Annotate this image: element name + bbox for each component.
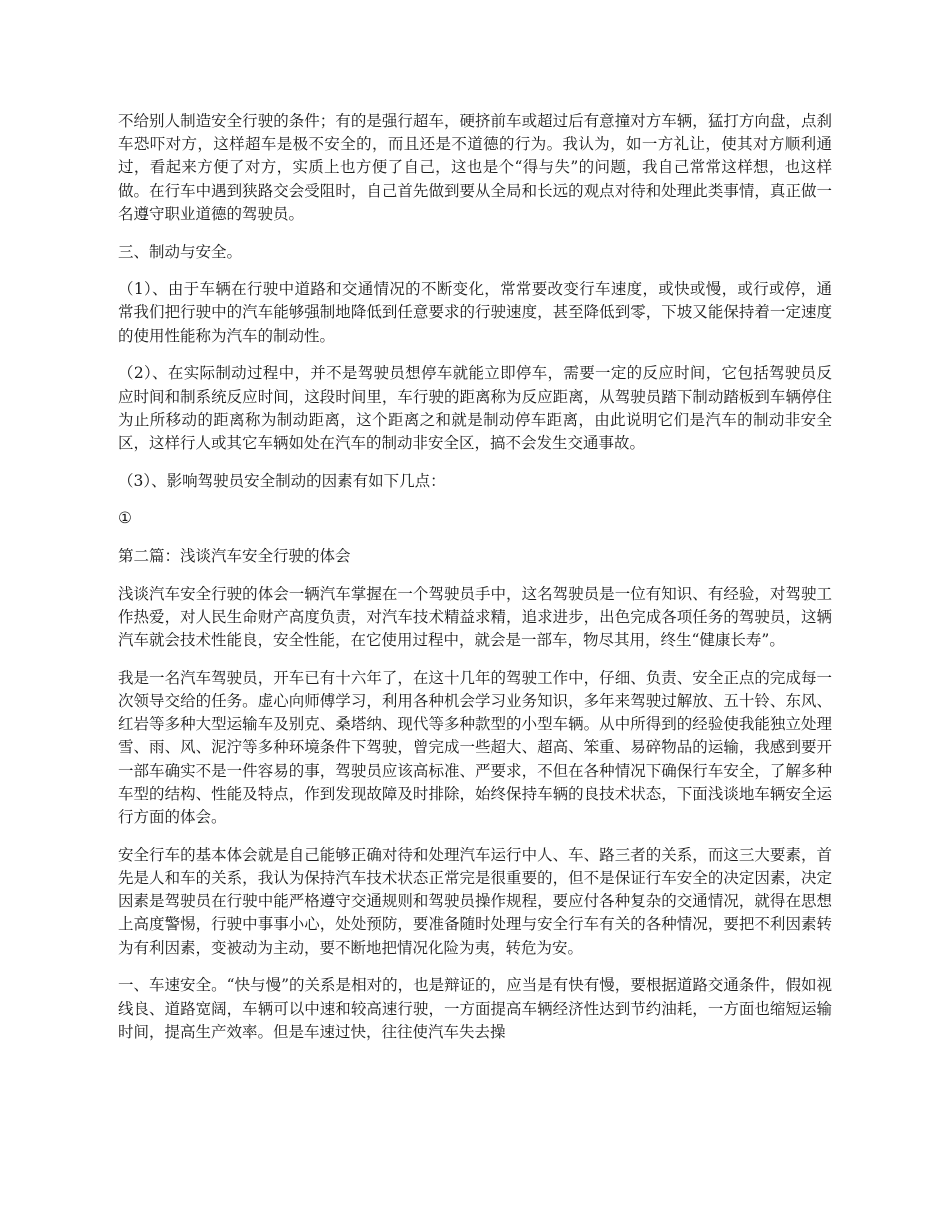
article-title: 第二篇：浅谈汽车安全行驶的体会 bbox=[118, 547, 351, 566]
paragraph: 一、车速安全。“快与慢”的关系是相对的，也是辩证的，应当是有快有慢，要根据道路交通条件，假如视线良、道路宽阔，车辆可以中速和较高速行驶，一方面提高车辆经济性达到节约油耗，一方面也缩短运输时间，提高生产效率。但是车速过快，往往使汽车失去操 bbox=[118, 976, 832, 1041]
section-heading: 三、制动与安全。 bbox=[118, 242, 243, 261]
paragraph: 不给别人制造安全行驶的条件；有的是强行超车，硬挤前车或超过后有意撞对方车辆，猛打方向盘，点刹车恐吓对方，这样超车是极不安全的，而且还是不道德的行为。我认为，如一方礼让，使其对方顺利通过，看起来方便了对方，实质上也方便了自己，这也是个“得与失”的问题，我自己常常这样想，也这样做。在行车中遇到狭路交会受阻时，自己首先做到要从全局和长远的观点对待和处理此类事情，真正做一名遵守职业道德的驾驶员。 bbox=[118, 112, 832, 223]
paragraph: 浅谈汽车安全行驶的体会一辆汽车掌握在一个驾驶员手中，这名驾驶员是一位有知识、有经验，对驾驶工作热爱，对人民生命财产高度负责，对汽车技术精益求精，追求进步，出色完成各项任务的驾驶员，这辆汽车就会技术性能良，安全性能，在它使用过程中，就会是一部车，物尽其用，终生“健康长寿”。 bbox=[118, 584, 832, 650]
paragraph: 我是一名汽车驾驶员，开车已有十六年了，在这十几年的驾驶工作中，仔细、负责、安全正点的完成每一次领导交给的任务。虚心向师傅学习，利用各种机会学习业务知识，多年来驾驶过解放、五十铃、东风、红岩等多种大型运输车及别克、桑塔纳、现代等多种款型的小型车辆。从中所得到的经验使我能独立处理雪、雨、风、泥泞等多种环境条件下驾驶，曾完成一些超大、超高、笨重、易碎物品的运输，我感到要开一部车确实不是一件容易的事，驾驶员应该高标准、严要求，不但在各种情况下确保行车安全，了解多种车型的结构、性能及特点，作到发现故障及时排除，始终保持车辆的良技术状态，下面浅谈地车辆安全运行方面的体会。 bbox=[118, 668, 832, 827]
list-marker: ① bbox=[118, 509, 132, 528]
document-body bbox=[118, 110, 832, 1058]
paragraph: （2）、在实际制动过程中，并不是驾驶员想停车就能立即停车，需要一定的反应时间，它包括驾驶员反应时间和制系统反应时间，这段时间里，车行驶的距离称为反应距离，从驾驶员踏下制动踏板到车辆停住为止所移动的距离称为制动距离，这个距离之和就是制动停车距离，由此说明它们是汽车的制动非安全区，这样行人或其它车辆如处在汽车的制动非安全区，搞不会发生交通事故。 bbox=[118, 364, 832, 452]
paragraph: 安全行车的基本体会就是自己能够正确对待和处理汽车运行中人、车、路三者的关系，而这三大要素，首先是人和车的关系，我认为保持汽车技术状态正常完是很重要的，但不是保证行车安全的决定因素，决定因素是驾驶员在行驶中能严格遵守交通规则和驾驶员操作规程，要应付各种复杂的交通情况，就得在思想上高度警惕，行驶中事事小心，处处预防，要准备随时处理与安全行车有关的各种情况，要把不利因素转为有利因素，变被动为主动，要不断地把情况化险为夷，转危为安。 bbox=[118, 845, 832, 957]
paragraph: （3）、影响驾驶员安全制动的因素有如下几点： bbox=[118, 471, 446, 490]
paragraph: （1）、由于车辆在行驶中道路和交通情况的不断变化，常常要改变行车速度，或快或慢，或行或停，通常我们把行驶中的汽车能够强制地降低到任意要求的行驶速度，甚至降低到零，下坡又能保持着一定速度的使用性能称为汽车的制动性。 bbox=[118, 280, 832, 345]
